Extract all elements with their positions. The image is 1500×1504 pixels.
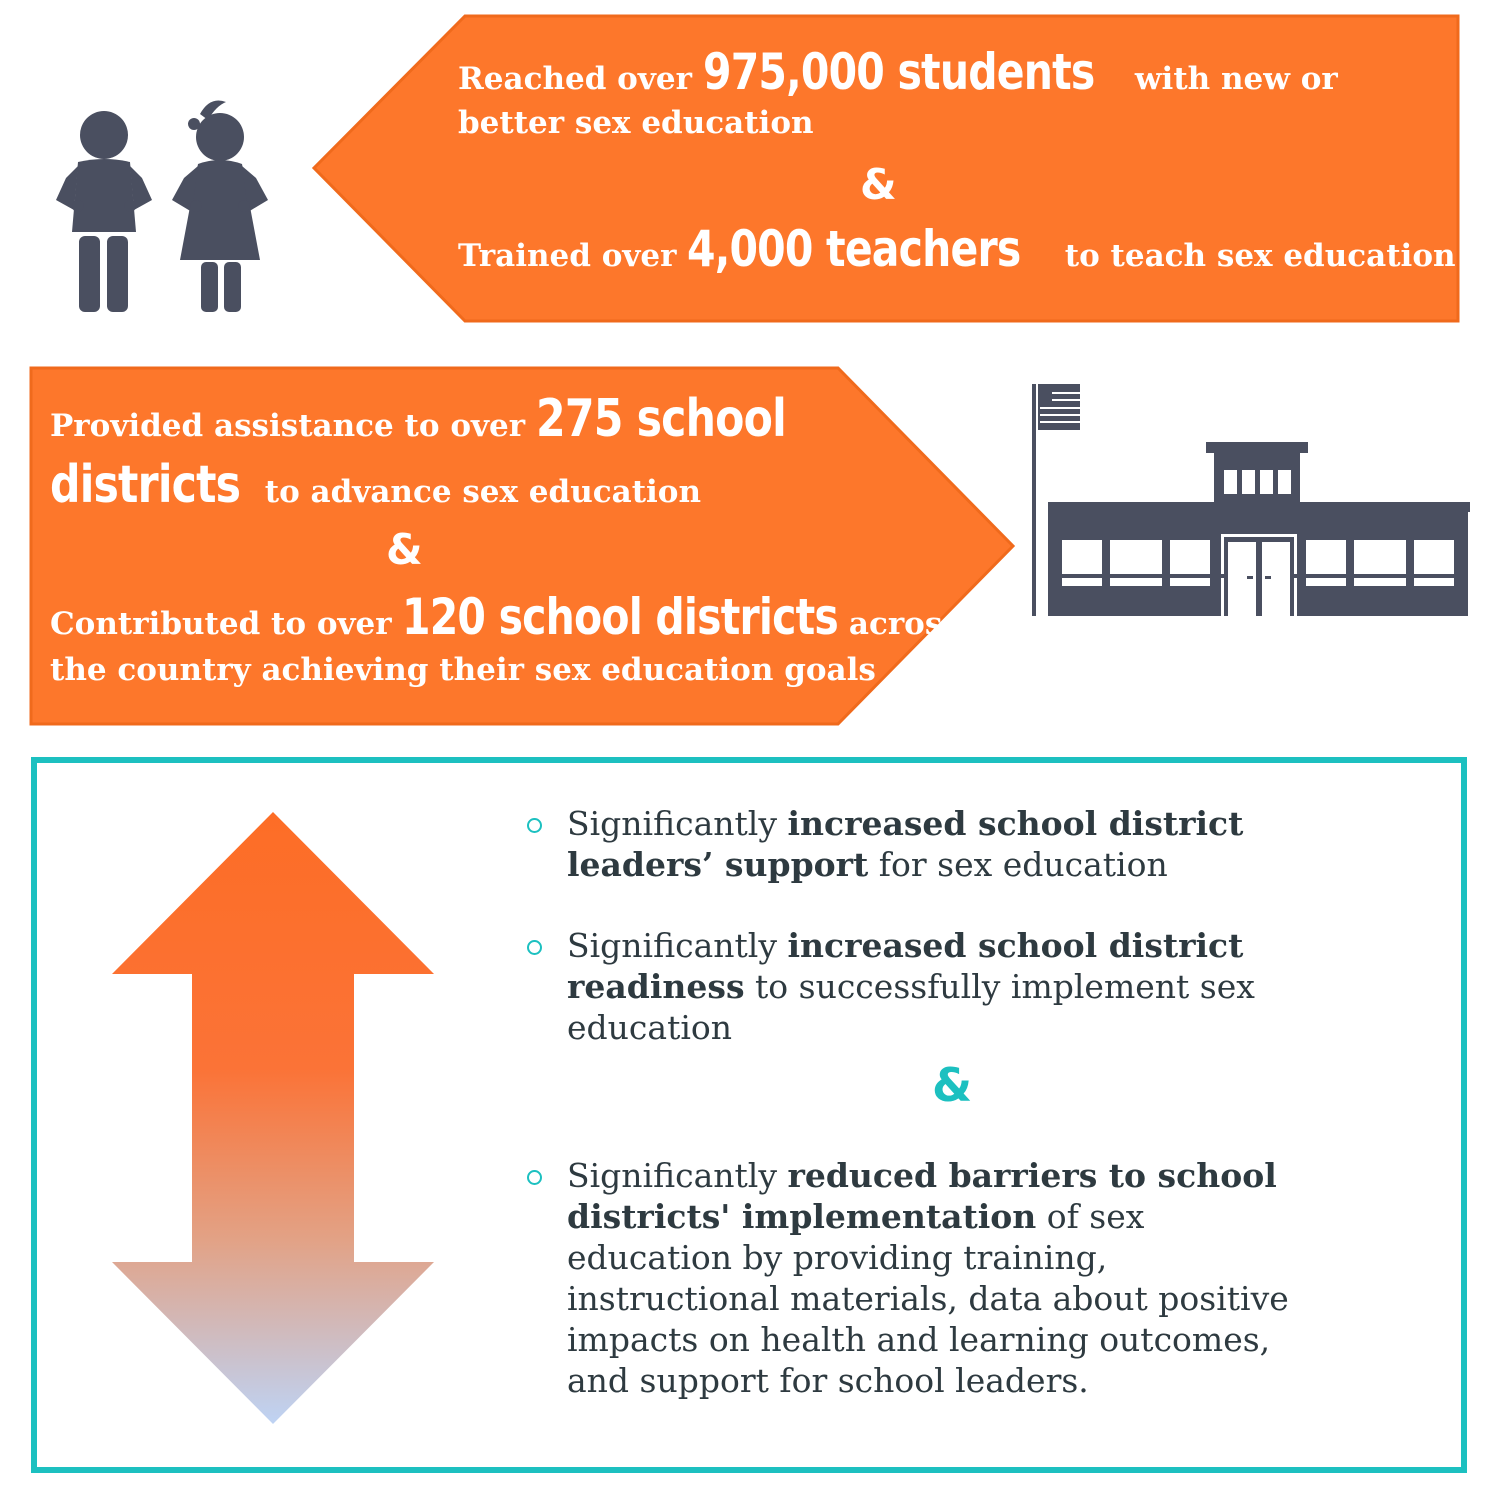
districts-goals-text: Contributed to over 120 school districts across <box>50 588 960 646</box>
bullet-circle-icon <box>527 818 542 833</box>
districts-goals-text-cont: the country achieving their sex education goals <box>50 652 876 688</box>
ampersand: & <box>860 160 897 209</box>
ampersand: & <box>932 1058 973 1112</box>
outcome-item: Significantly reduced barriers to school districts' implementation of sex education by providing training, instructional materials, data about positive impacts on health and learning outcomes, and support for school leaders. <box>527 1155 1307 1401</box>
teachers-trained-text: Trained over 4,000 teachers to teach sex education <box>458 220 1456 278</box>
ampersand: & <box>386 525 423 574</box>
up-down-arrow-icon <box>108 808 438 1426</box>
students-reached-text: Reached over 975,000 students with new or better sex education <box>458 43 1338 141</box>
districts-assisted-text: Provided assistance to over 275 school <box>50 389 786 449</box>
districts-assisted-text-cont: districts to advance sex education <box>50 455 702 515</box>
districts-assisted-count: 275 school <box>535 389 786 449</box>
school-building-icon <box>1028 380 1478 620</box>
teachers-count: 4,000 teachers <box>687 220 1021 278</box>
districts-goals-count: 120 school districts <box>402 588 839 646</box>
outcome-item: Significantly increased school district leaders’ support for sex education <box>527 803 1387 885</box>
bullet-circle-icon <box>527 1170 542 1185</box>
outcome-item: Significantly increased school district readiness to successfully implement sex education <box>527 925 1387 1048</box>
bullet-circle-icon <box>527 940 542 955</box>
students-count: 975,000 students <box>702 43 1095 101</box>
students-icon <box>48 92 284 316</box>
